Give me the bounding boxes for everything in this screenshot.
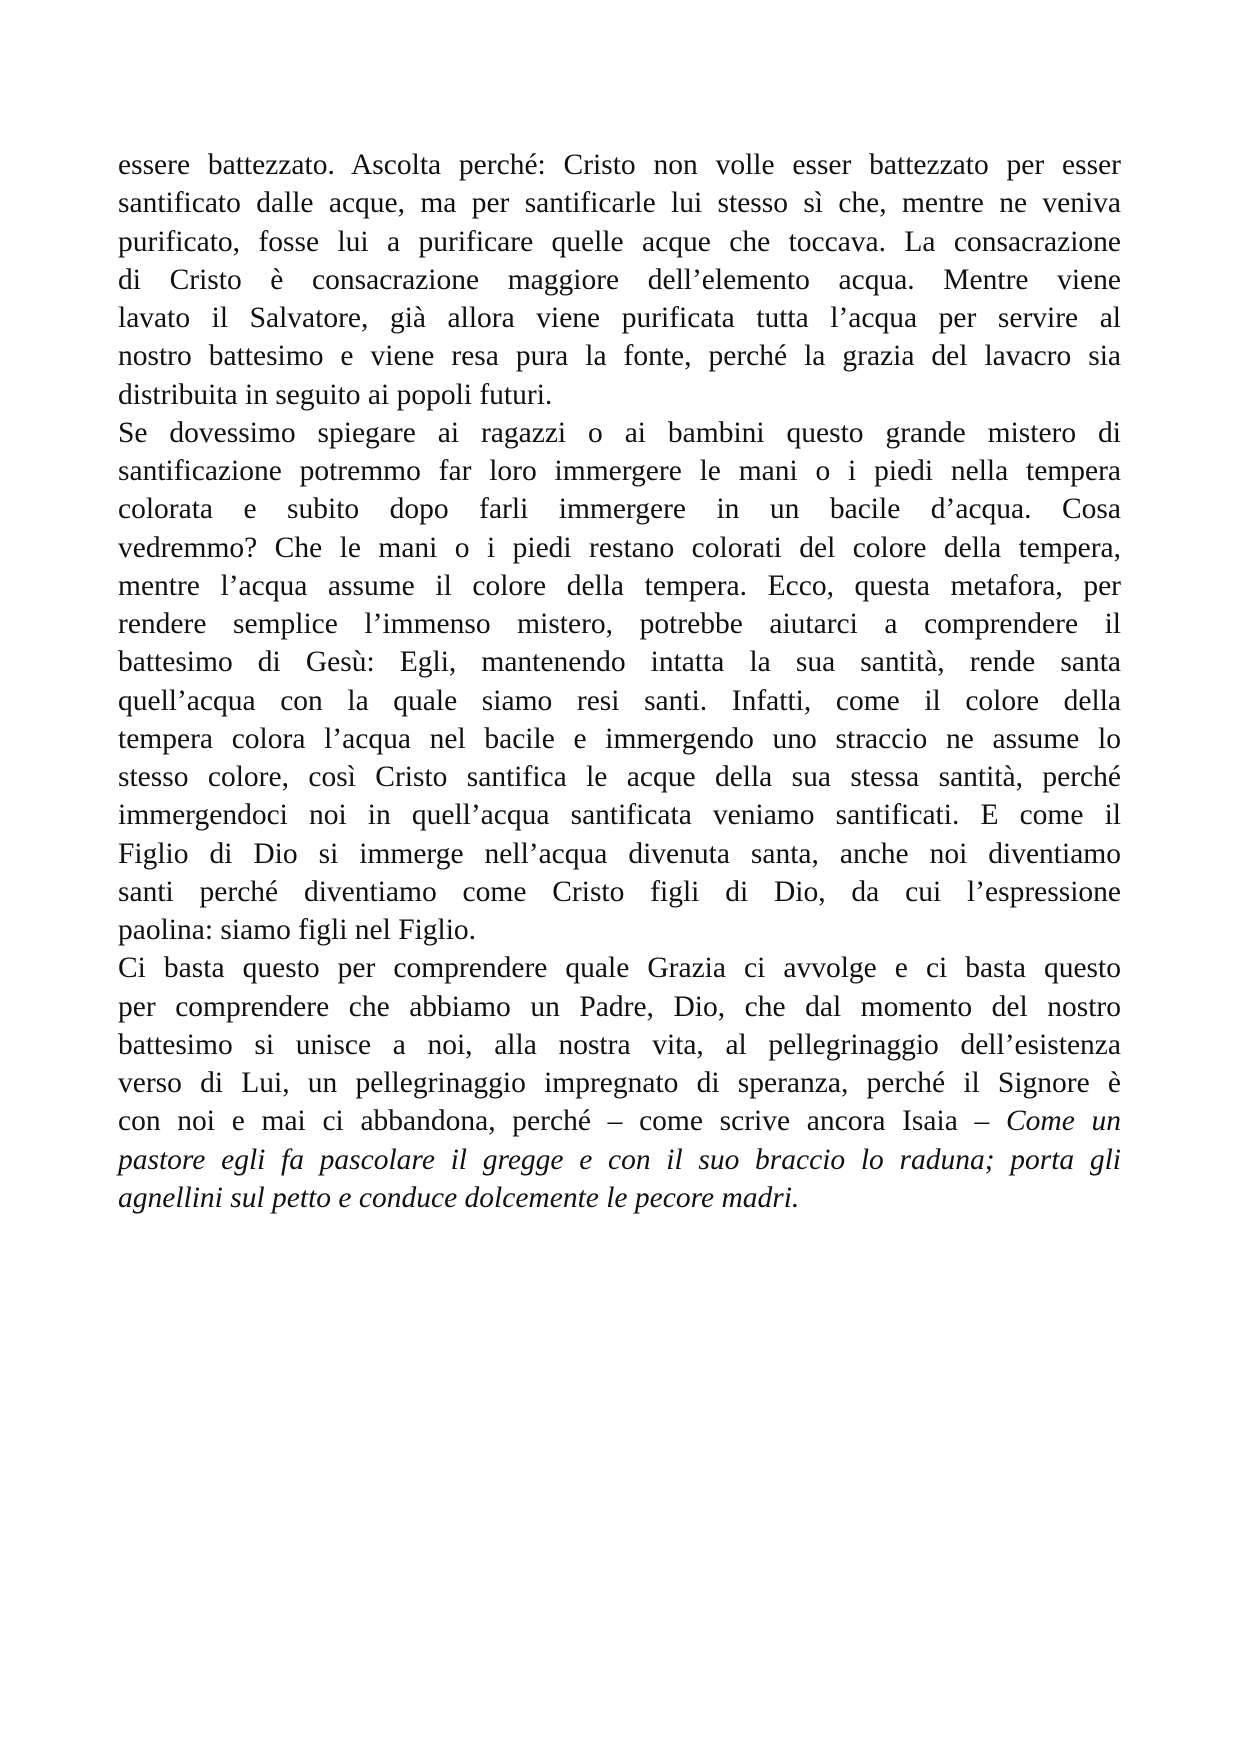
text-line: essere battezzato. Ascolta perché: Cristo non volle esser battezzato per esser	[118, 149, 1121, 181]
paragraph-2	[118, 414, 1121, 950]
text-line: verso di Lui, un pellegrinaggio impregnato di speranza, perché il Signore è	[118, 1067, 1121, 1099]
text-roman: con noi e mai ci abbandona, perché – come scrive ancora Isaia –	[118, 1105, 1006, 1138]
text-line: vedremmo? Che le mani o i piedi restano colorati del colore della tempera,	[118, 531, 1121, 564]
text-line: quell’acqua con la quale siamo resi santi. Infatti, come il colore della	[118, 684, 1121, 717]
text-line: santi perché diventiamo come Cristo figli di Dio, da cui l’espressione	[118, 875, 1121, 908]
paragraph-3	[118, 949, 1121, 1217]
text-line: Figlio di Dio si immerge nell’acqua divenuta santa, anche noi diventiamo	[118, 837, 1121, 870]
text-line: purificato, fosse lui a purificare quelle acque che toccava. La consacrazione	[118, 225, 1121, 258]
quote-line: agnellini sul petto e conduce dolcemente le pecore madri.	[118, 1181, 800, 1214]
text-line: nostro battesimo e viene resa pura la fonte, perché la grazia del lavacro sia	[118, 340, 1121, 373]
text-line: Ci basta questo per comprendere quale Grazia ci avvolge e ci basta questo	[118, 952, 1121, 985]
text-line: rendere semplice l’immenso mistero, potrebbe aiutarci a comprendere il	[118, 608, 1121, 640]
text-line: di Cristo è consacrazione maggiore dell’elemento acqua. Mentre viene	[118, 263, 1121, 296]
quote-line: pastore egli fa pascolare il gregge e con il suo braccio lo raduna; porta gli	[118, 1143, 1121, 1176]
text-line: tempera colora l’acqua nel bacile e immergendo uno straccio ne assume lo	[118, 722, 1121, 755]
text-line: stesso colore, così Cristo santifica le acque della sua stessa santità, perché	[118, 761, 1121, 793]
text-line: battesimo di Gesù: Egli, mantenendo intatta la sua santità, rende santa	[118, 646, 1121, 679]
text-line: mentre l’acqua assume il colore della tempera. Ecco, questa metafora, per	[118, 569, 1121, 602]
text-line: lavato il Salvatore, già allora viene purificata tutta l’acqua per servire al	[118, 302, 1121, 334]
text-line: Se dovessimo spiegare ai ragazzi o ai bambini questo grande mistero di	[118, 416, 1121, 449]
text-line: paolina: siamo figli nel Figlio.	[118, 914, 477, 946]
paragraph-1	[118, 146, 1121, 414]
text-line: santificato dalle acque, ma per santificarle lui stesso sì che, mentre ne veniva	[118, 187, 1121, 220]
document-page	[118, 146, 1121, 1217]
text-line: immergendoci noi in quell’acqua santificata veniamo santificati. E come il	[118, 799, 1121, 832]
text-line: santificazione potremmo far loro immergere le mani o i piedi nella tempera	[118, 455, 1121, 487]
text-line-mixed	[118, 1102, 1121, 1140]
quote-italic: Come un	[1005, 1105, 1121, 1138]
text-line: colorata e subito dopo farli immergere in un bacile d’acqua. Cosa	[118, 493, 1121, 526]
text-line: per comprendere che abbiamo un Padre, Dio, che dal momento del nostro	[118, 990, 1121, 1023]
text-line: battesimo si unisce a noi, alla nostra vita, al pellegrinaggio dell’esistenza	[118, 1028, 1121, 1061]
text-line: distribuita in seguito ai popoli futuri.	[118, 378, 553, 411]
